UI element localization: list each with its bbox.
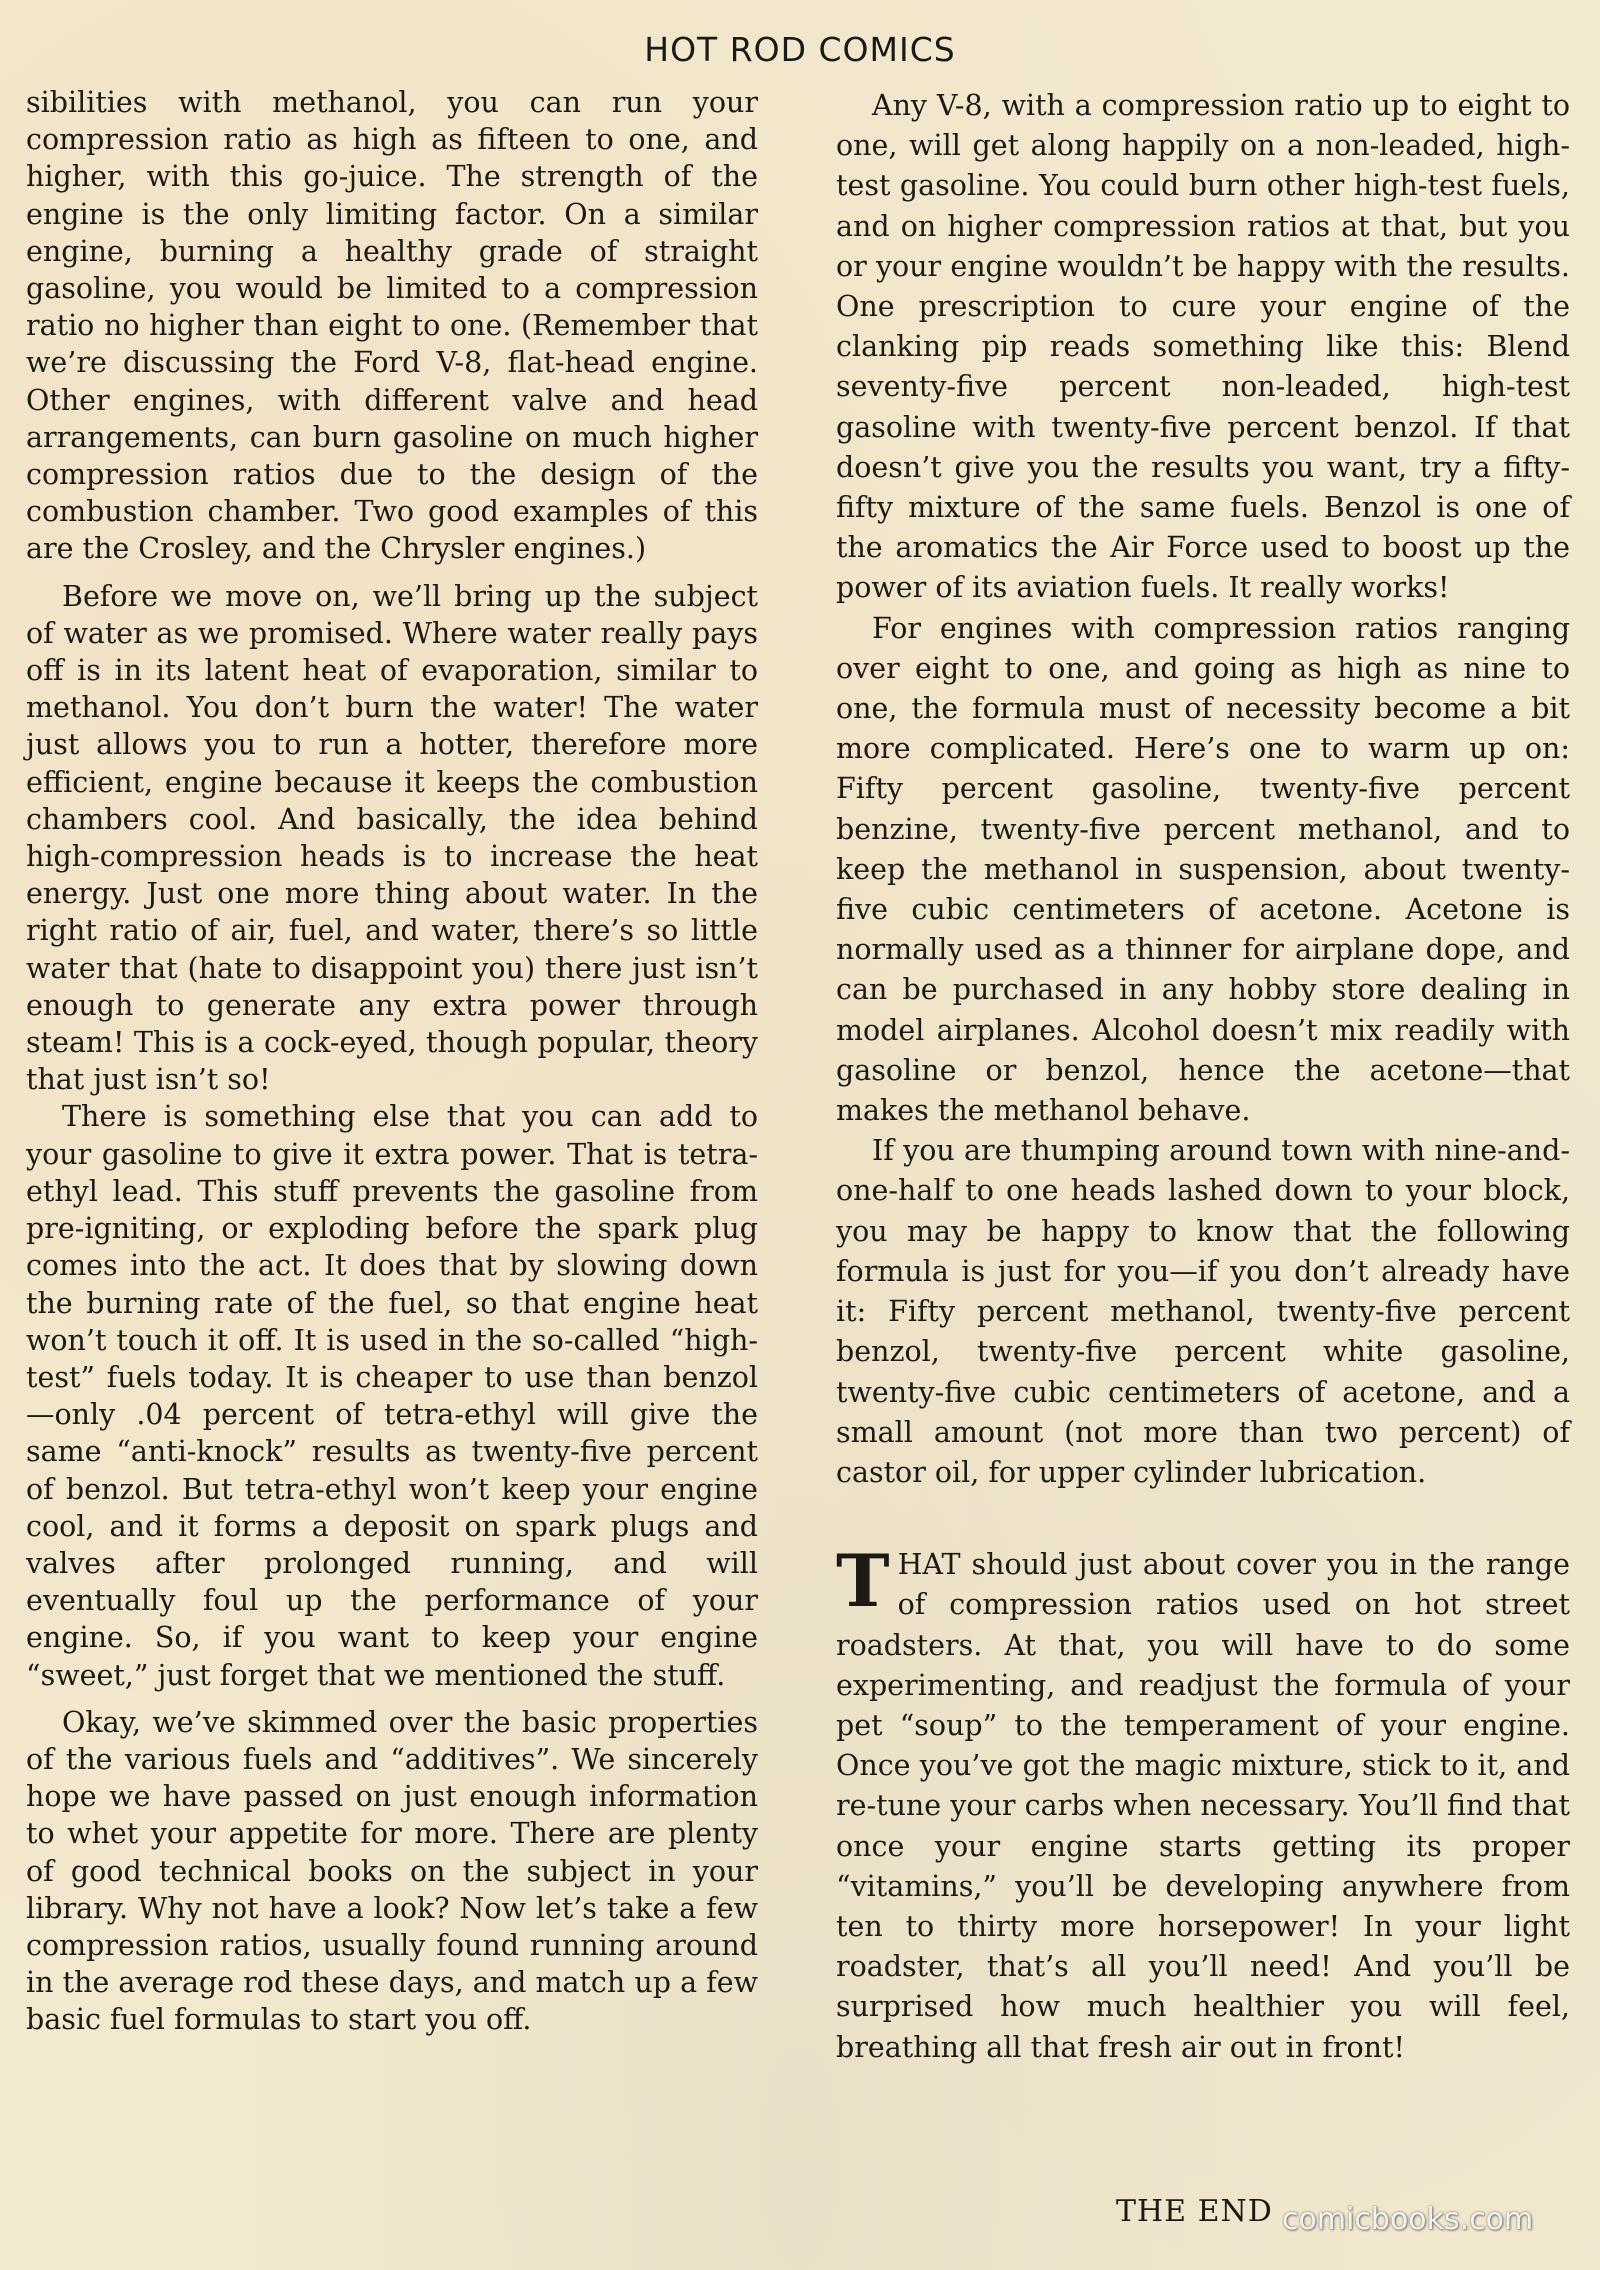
article-paragraph: For engines with compression ratios ranging over eight to one, and going as high as nine to one, the formula must of necessity become a bit more complicated. Here’s one to warm up on: Fifty percent gasoline, twenty-five percent benzine, twenty-five percent methanol, and to keep the methanol in suspension, about twenty-five cubic centimeters of acetone. Acetone is normally used as a thinner for airplane dope, and can be purchased in any hobby store dealing in model airplanes. Alcohol doesn’t mix readily with gasoline or benzol, hence the acetone—that makes the methanol behave. [836,611,1570,1128]
closing-paragraph-text: HAT should just about cover you in the range of compression ratios used on hot street roadsters. At that, you will have to do some experimenting, and readjust the formula of your pet “soup” to the temperament of your engine. Once you’ve got the magic mixture, stick to it, and re-tune your carbs when necessary. You’ll find that once your engine starts getting its proper “vitamins,” you’ll be developing anywhere from ten to thirty more horsepower! In your light roadster, that’s all you’ll need! And you’ll be surprised how much healthier you will feel, breathing all that fresh air out in front! [836,1548,1570,2064]
closing-paragraph [836,1538,1570,2068]
article-paragraph: sibilities with methanol, you can run your compression ratio as high as fifteen to one, and higher, with this go-juice. The strength of the engine is the only limiting factor. On a similar engine, burning a healthy grade of straight gasoline, you would be limited to a compression ratio no higher than eight to one. (Remember that we’re discussing the Ford V-8, flat-head engine. Other engines, with different valve and head arrangements, can burn gasoline on much higher compression ratios due to the design of the combustion chamber. Two good examples of this are the Crosley, and the Chrysler engines.) [26,86,758,566]
article-paragraph: There is something else that you can add to your gasoline to give it extra power. That is tetra-ethyl lead. This stuff prevents the gasoline from pre-igniting, or exploding before the spark plug comes into the act. It does that by slowing down the burning rate of the fuel, so that engine heat won’t touch it off. It is used in the so-called “high-test” fuels today. It is cheaper to use than benzol—only .04 percent of tetra-ethyl will give the same “anti-knock” results as twenty-five percent of benzol. But tetra-ethyl won’t keep your engine cool, and it forms a deposit on spark plugs and valves after prolonged running, and will eventually foul up the performance of your engine. So, if you want to keep your engine “sweet,” just forget that we mentioned the stuff. [26,1100,758,1692]
article-paragraph: Okay, we’ve skimmed over the basic properties of the various fuels and “additives”. We sincerely hope we have passed on just enough information to whet your appetite for more. There are plenty of good technical books on the subject in your library. Why not have a look? Now let’s take a few compression ratios, usually found running around in the average rod these days, and match up a few basic fuel formulas to start you off. [26,1705,758,2037]
page-header-title: HOT ROD COMICS [644,30,956,69]
the-end-label: THE END [1116,2194,1273,2229]
site-watermark: comicbooks.com [1282,2202,1534,2237]
drop-cap-letter: T [836,1538,890,1624]
article-paragraph: Any V-8, with a compression ratio up to eight to one, will get along happily on a non-leaded, high-test gasoline. You could burn other high-test fuels, and on higher compression ratios at that, but you or your engine wouldn’t be happy with the results. One prescription to cure your engine of the clanking pip reads something like this: Blend seventy-five percent non-leaded, high-test gasoline with twenty-five percent benzol. If that doesn’t give you the results you want, try a fifty-fifty mixture of the same fuels. Benzol is one of the aromatics the Air Force used to boost up the power of its aviation fuels. It really works! [836,89,1570,605]
article-paragraph: If you are thumping around town with nine-and-one-half to one heads lashed down to your block, you may be happy to know that the following formula is just for you—if you don’t already have it: Fifty percent methanol, twenty-five percent benzol, twenty-five percent white gasoline, twenty-five cubic centimeters of acetone, and a small amount (not more than two percent) of castor oil, for upper cylinder lubrication. [836,1134,1570,1489]
article-paragraph: Before we move on, we’ll bring up the subject of water as we promised. Where water really pays off is in its latent heat of evaporation, similar to methanol. You don’t burn the water! The water just allows you to run a hotter, therefore more efficient, engine because it keeps the combustion chambers cool. And basically, the idea behind high-compression heads is to increase the heat energy. Just one more thing about water. In the right ratio of air, fuel, and water, there’s so little water that (hate to disappoint you) there just isn’t enough to generate any extra power through steam! This is a cock-eyed, though popular, theory that just isn’t so! [26,579,758,1097]
left-text-column [26,84,758,2039]
right-text-column [836,86,1570,2068]
